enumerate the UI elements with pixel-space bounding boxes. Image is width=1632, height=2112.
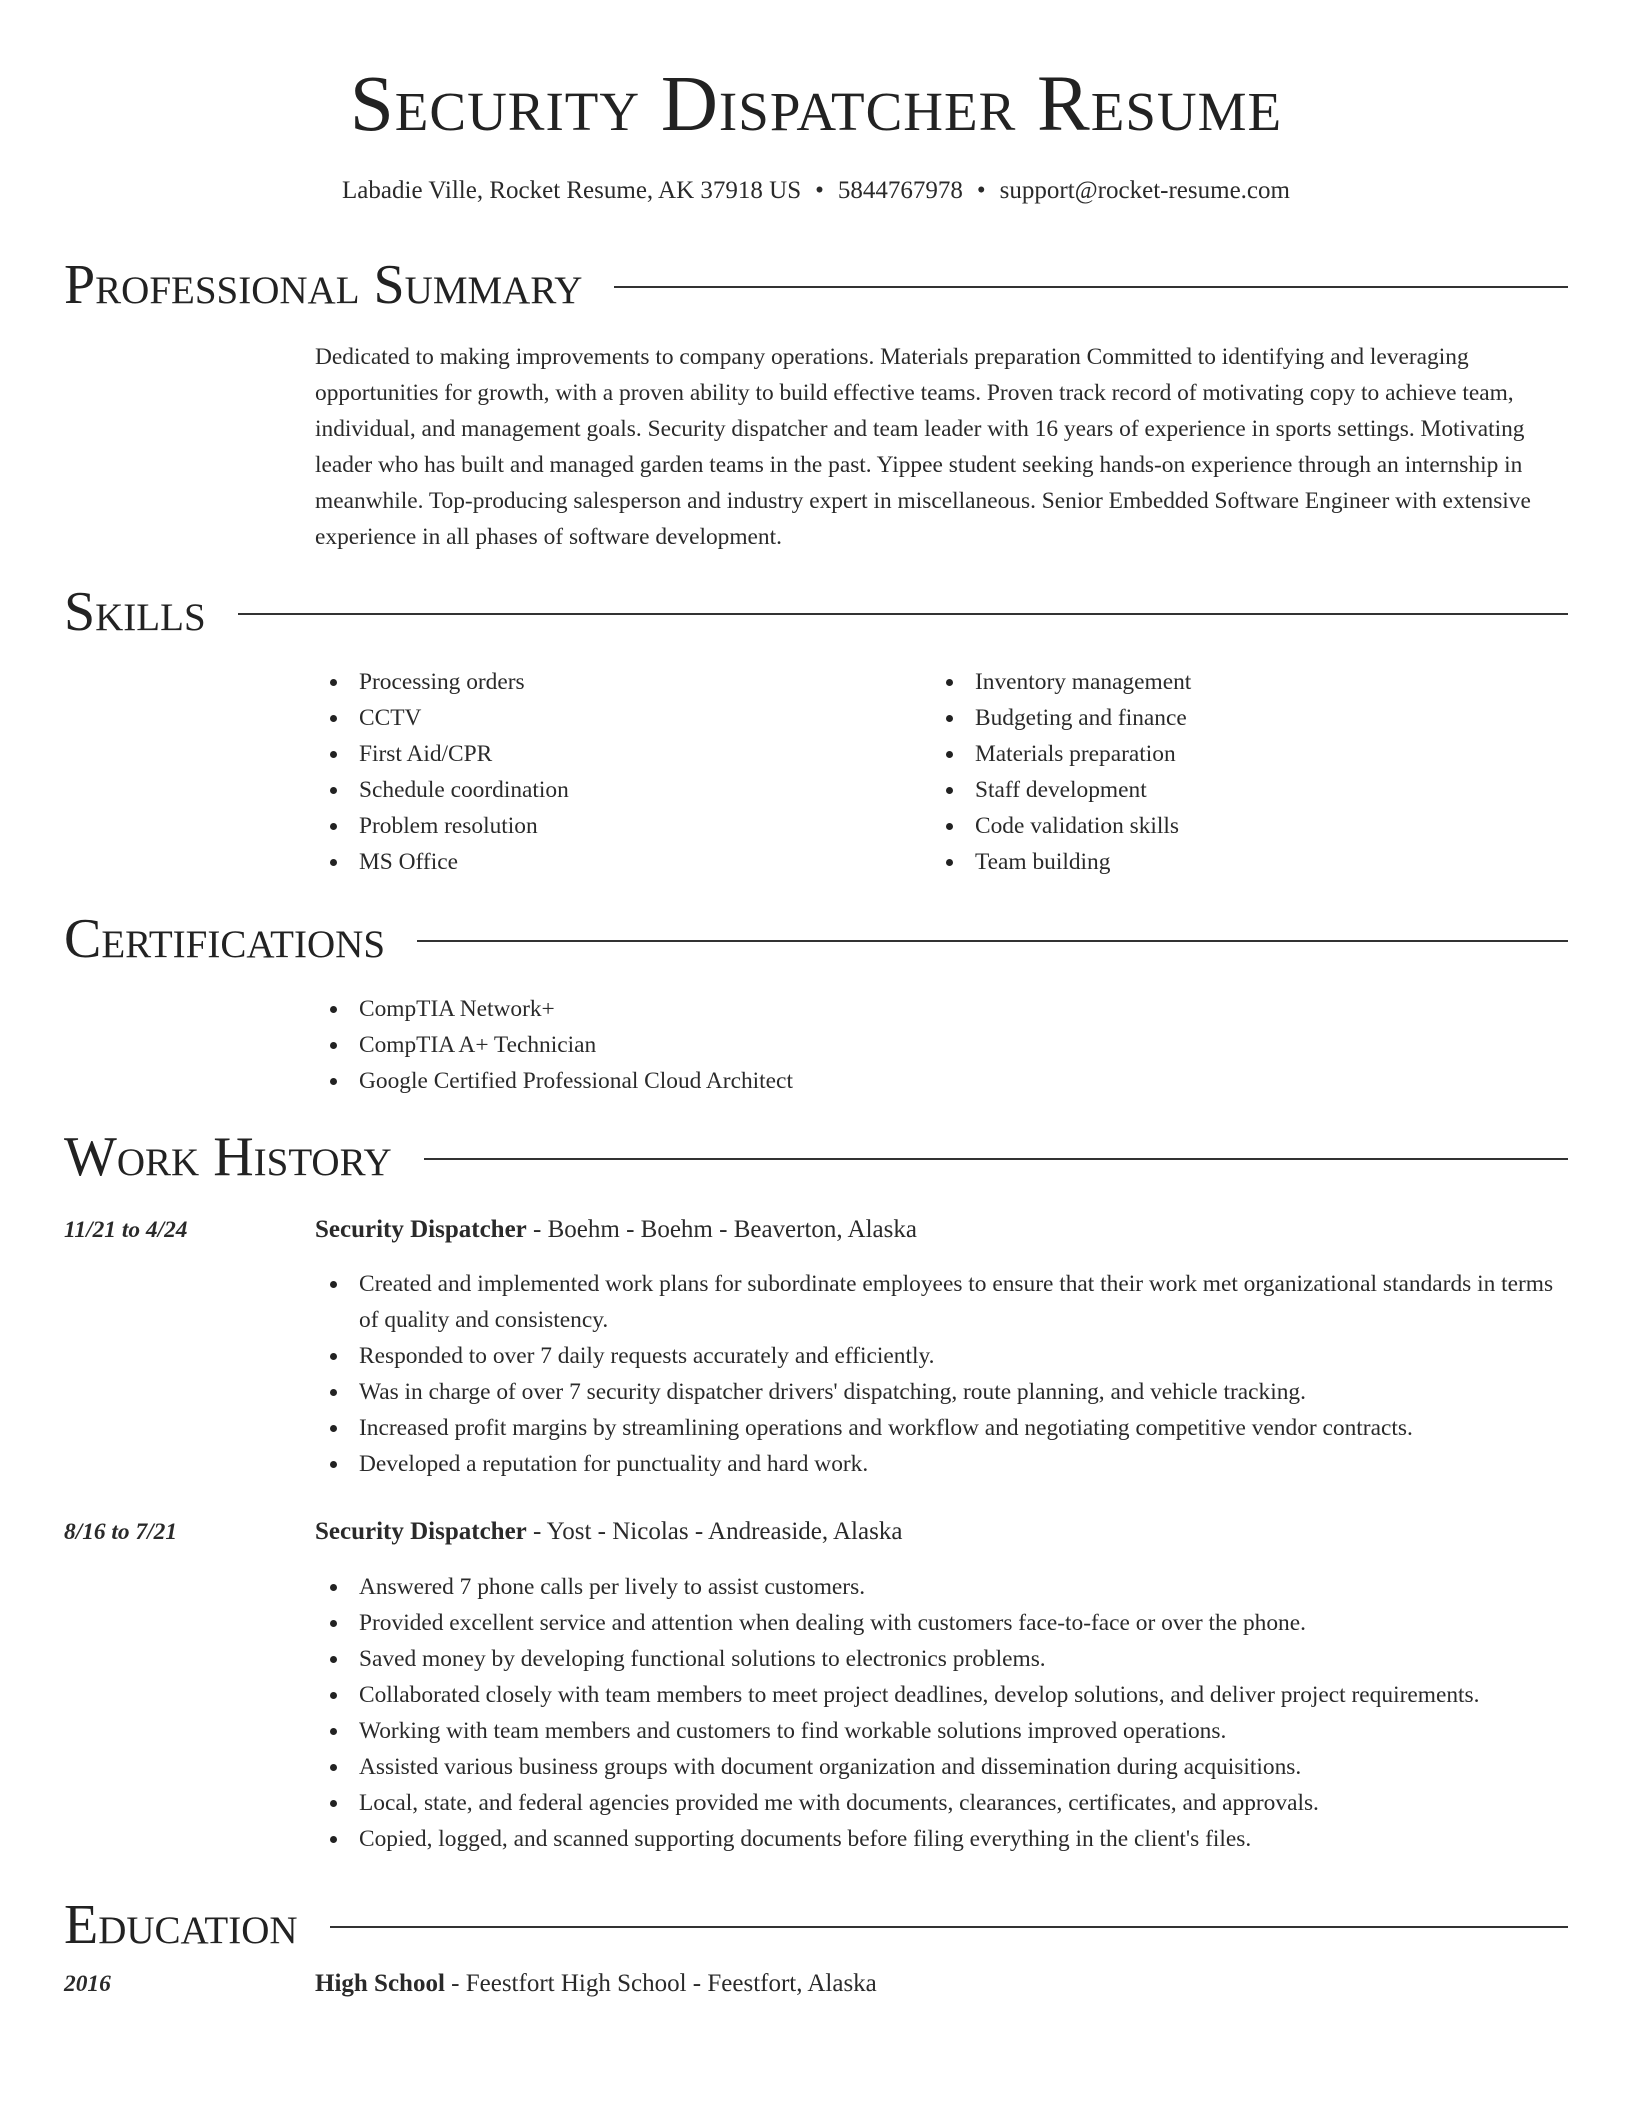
skills-column-left	[315, 664, 875, 880]
skill-item: Team building	[931, 844, 1491, 880]
job-duties	[315, 1266, 1571, 1482]
job-duty-item: Answered 7 phone calls per lively to assist customers.	[315, 1569, 1571, 1605]
certifications-section-header	[64, 904, 1568, 974]
skill-item: MS Office	[315, 844, 875, 880]
job-duty-item: Provided excellent service and attention when dealing with customers face-to-face or over the phone.	[315, 1605, 1571, 1641]
job-duty-item: Responded to over 7 daily requests accurately and efficiently.	[315, 1338, 1571, 1374]
job-duty-item: Local, state, and federal agencies provided me with documents, clearances, certificates, and approvals.	[315, 1785, 1571, 1821]
job-duty-item: Assisted various business groups with document organization and dissemination during acquisitions.	[315, 1749, 1571, 1785]
section-divider	[238, 613, 1568, 615]
job-duty-item: Developed a reputation for punctuality and hard work.	[315, 1446, 1571, 1482]
contact-separator: •	[815, 177, 824, 204]
education-school: - Feestfort High School - Feestfort, Alaska	[444, 1970, 877, 1997]
contact-line	[0, 173, 1632, 209]
job-duties	[315, 1569, 1571, 1857]
contact-address: Labadie Ville, Rocket Resume, AK 37918 US	[342, 177, 802, 204]
job-duty-item: Collaborated closely with team members to meet project deadlines, develop solutions, and deliver project requirements.	[315, 1677, 1571, 1713]
job-duty-item: Was in charge of over 7 security dispatcher drivers' dispatching, route planning, and vehicle tracking.	[315, 1374, 1571, 1410]
job-title-line	[315, 1514, 1571, 1550]
contact-phone: 5844767978	[837, 177, 963, 204]
contact-email: support@rocket-resume.com	[999, 177, 1290, 204]
education-line	[315, 1966, 1571, 2002]
summary-section-header	[64, 250, 1568, 320]
job-duty-item: Saved money by developing functional solutions to electronics problems.	[315, 1641, 1571, 1677]
resume-title: Security Dispatcher Resume	[349, 61, 1283, 148]
certifications-list	[315, 991, 1315, 1099]
job-dates: 11/21 to 4/24	[64, 1217, 188, 1243]
job-duty-item: Increased profit margins by streamlining operations and workflow and negotiating competitive vendor contracts.	[315, 1410, 1571, 1446]
skill-item: CCTV	[315, 700, 875, 736]
skills-section-header	[64, 577, 1568, 647]
section-divider	[417, 940, 1568, 942]
summary-text: Dedicated to making improvements to company operations. Materials preparation Committed to identifying and leveraging opportunities for growth, with a proven ability to build effective teams. Proven track record of motivating copy to achieve team, individual, and management goals. Security dispatcher and team leader with 16 years of experience in sports settings. Motivating leader who has built and managed garden teams in the past. Yippee student seeking hands-on experience through an internship in meanwhile. Top-producing salesperson and industry expert in miscellaneous. Senior Embedded Software Engineer with extensive experience in all phases of software development.	[315, 344, 1531, 550]
work-section-header	[64, 1122, 1568, 1192]
job-employer: - Boehm - Boehm - Beaverton, Alaska	[526, 1216, 917, 1243]
job-duty-item: Working with team members and customers to find workable solutions improved operations.	[315, 1713, 1571, 1749]
skill-item: Processing orders	[315, 664, 875, 700]
skills-column-right	[931, 664, 1491, 880]
section-divider	[614, 286, 1568, 288]
certifications-heading: Certifications	[64, 908, 386, 970]
skill-item: Problem resolution	[315, 808, 875, 844]
education-heading: Education	[64, 1894, 298, 1956]
skill-item: Staff development	[931, 772, 1491, 808]
education-degree: High School	[315, 1970, 445, 1997]
job-title: Security Dispatcher	[315, 1518, 527, 1545]
certification-item: CompTIA A+ Technician	[315, 1027, 1315, 1063]
job-employer: - Yost - Nicolas - Andreaside, Alaska	[526, 1518, 903, 1545]
education-section-header	[64, 1890, 1568, 1960]
work-heading: Work History	[64, 1126, 392, 1188]
job-duty-item: Created and implemented work plans for subordinate employees to ensure that their work met organizational standards in terms of quality and consistency.	[315, 1266, 1571, 1338]
job-title-line	[315, 1212, 1571, 1248]
section-divider	[424, 1158, 1568, 1160]
skill-item: Materials preparation	[931, 736, 1491, 772]
skill-item: Schedule coordination	[315, 772, 875, 808]
job-duty-item: Copied, logged, and scanned supporting documents before filing everything in the client's files.	[315, 1821, 1571, 1857]
section-divider	[330, 1926, 1568, 1928]
certification-item: CompTIA Network+	[315, 991, 1315, 1027]
skill-item: Code validation skills	[931, 808, 1491, 844]
skill-item: Inventory management	[931, 664, 1491, 700]
job-dates: 8/16 to 7/21	[64, 1519, 178, 1545]
summary-heading: Professional Summary	[64, 254, 583, 316]
job-title: Security Dispatcher	[315, 1216, 527, 1243]
skill-item: First Aid/CPR	[315, 736, 875, 772]
skills-heading: Skills	[64, 581, 206, 643]
education-year: 2016	[64, 1971, 111, 1997]
certification-item: Google Certified Professional Cloud Architect	[315, 1063, 1315, 1099]
skill-item: Budgeting and finance	[931, 700, 1491, 736]
contact-separator: •	[976, 177, 986, 204]
